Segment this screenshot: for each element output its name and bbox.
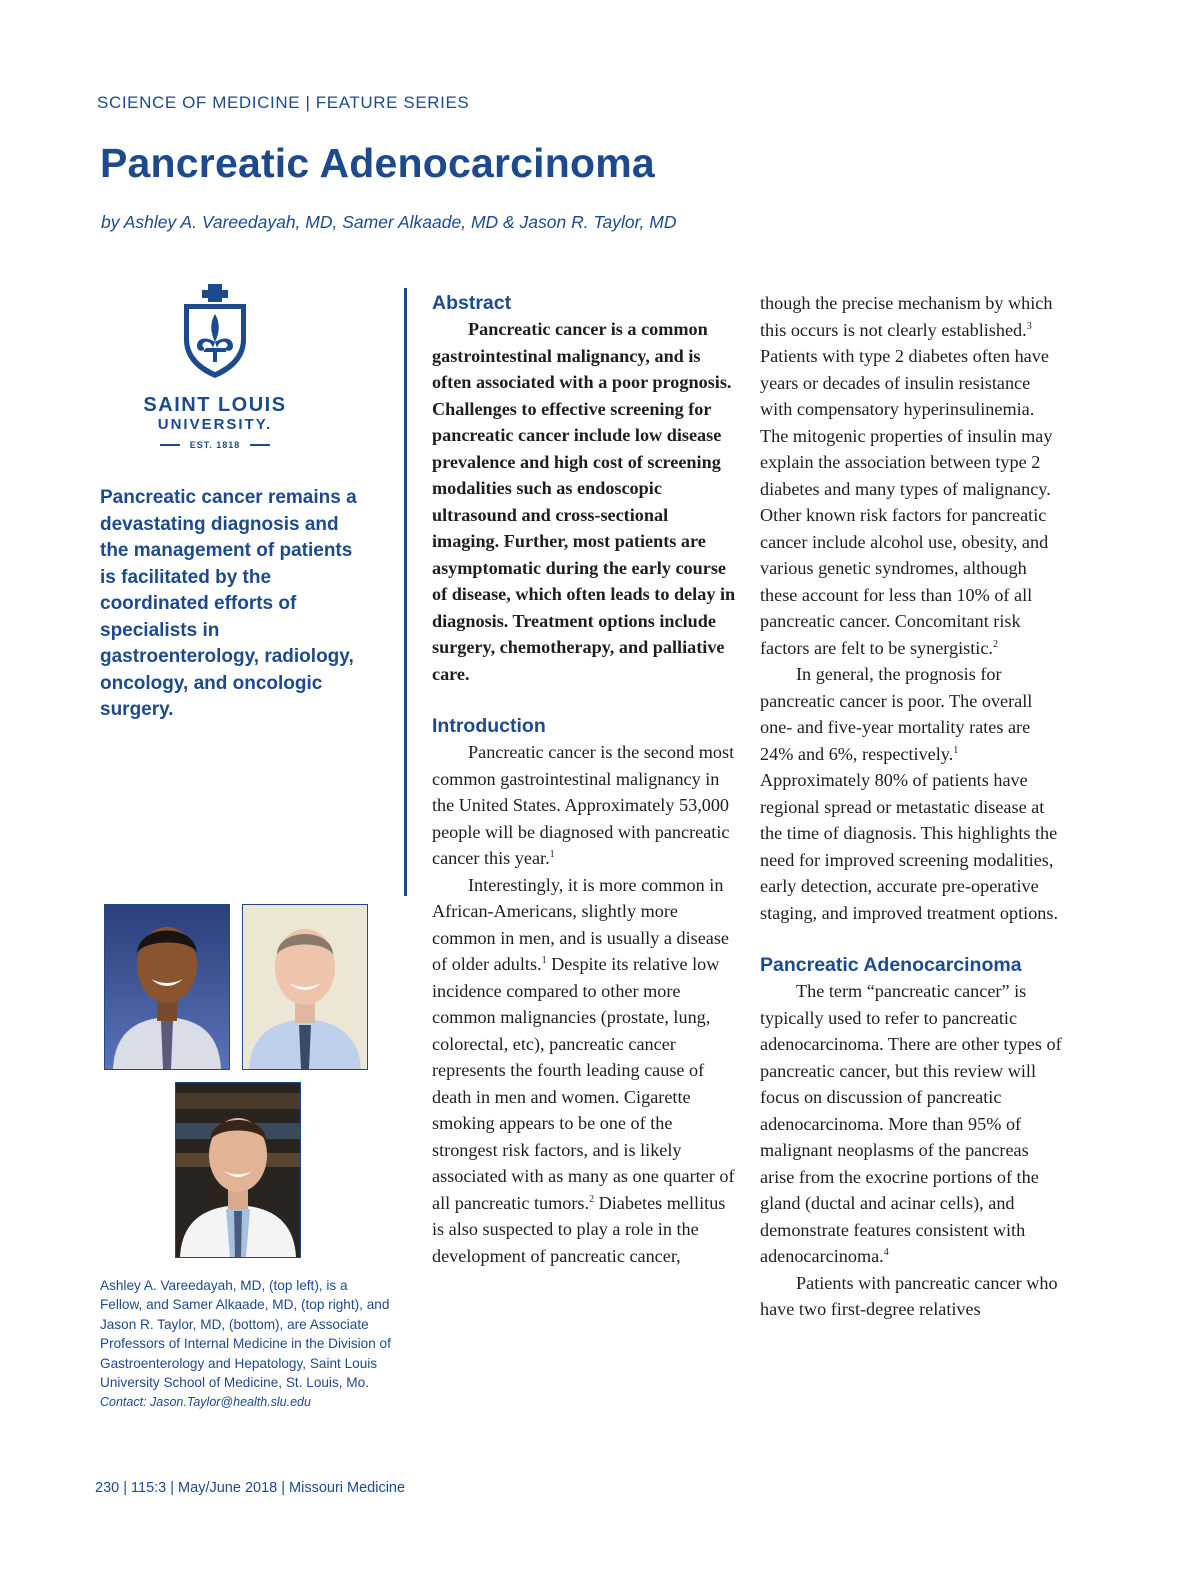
column-rule (404, 288, 407, 896)
article-title: Pancreatic Adenocarcinoma (100, 140, 655, 186)
logo-university: UNIVERSITY. (157, 416, 273, 433)
intro-p2-text-a: Interestingly, it is more common in African-Americans, slightly more common in men, and is usually a disease of older adults. (432, 874, 730, 974)
intro-paragraph-2 (432, 872, 737, 1270)
p3-text: The term “pancreatic cancer” is typically used to refer to pancreatic adenocarcinoma. There are other types of pancreatic cancer, but this review will focus on discussion of pancreatic adenocarcinoma. More than 95% of malignant neoplasms of the pancreas arise from the exocrine portions of the gland (ductal and acinar cells), and demonstrate features consistent with adenocarcinoma. (760, 981, 1062, 1266)
introduction-heading: Introduction (432, 715, 546, 737)
fleur-de-lis-shield-icon (180, 282, 250, 380)
author-caption (100, 1276, 392, 1413)
logo-name: SAINT LOUIS (143, 394, 287, 416)
p2-text-b: Approximately 80% of patients have regional spread or metastatic disease at the time of diagnosis. This highlights the need for improved screening modalities, early detection, accurate pre-operative staging, and improved treatment options. (760, 770, 1059, 923)
column-right (760, 290, 1065, 1323)
reference-mark: 3 (1026, 320, 1032, 332)
column-middle (432, 290, 737, 1269)
logo-est-text: EST. 1818 (189, 440, 241, 450)
reference-mark: 1 (953, 744, 959, 756)
body-paragraph-2 (760, 661, 1065, 926)
p1-text-b: Patients with type 2 diabetes often have years or decades of insulin resistance with compensatory hyperinsulinemia. The mitogenic properties of insulin may explain the association between type 2 diabetes and many types of malignancy. Other known risk factors for pancreatic cancer include alcohol use, obesity, and various genetic syndromes, although these account for less than 10% of all pancreatic cancer. Concomitant risk factors are felt to be synergistic. (760, 346, 1053, 658)
pull-quote: Pancreatic cancer remains a devastating diagnosis and the management of patients is facilitated by the coordinated efforts of specialists in gastroenterology, radiology, oncology, and oncologic surgery. (100, 487, 357, 720)
body-paragraph-3 (760, 978, 1065, 1270)
section-heading: Pancreatic Adenocarcinoma (760, 954, 1022, 976)
author-photo-taylor (175, 1082, 301, 1258)
intro-p1-text: Pancreatic cancer is the second most common gastrointestinal malignancy in the United States. Approximately 53,000 people will be diagnosed with pancreatic cancer this year. (432, 742, 735, 868)
university-logo (135, 282, 295, 462)
author-photo-vareedayah (104, 904, 230, 1070)
p2-text-a: In general, the prognosis for pancreatic cancer is poor. The overall one- and five-year mortality rates are 24% and 6%, respectively. (760, 664, 1033, 764)
p1-text-a: though the precise mechanism by which this occurs is not clearly established. (760, 293, 1053, 340)
body-paragraph-1 (760, 290, 1065, 661)
reference-mark: 2 (589, 1193, 595, 1205)
intro-p2-text-b: Despite its relative low incidence compared to other more common malignancies (prostate, lung, colorectal, etc), pancreatic cancer represents the fourth leading cause of death in men and women. Cigarette smoking appears to be one of the strongest risk factors, and is likely associated with as many as one quarter of all pancreatic tumors. (432, 954, 735, 1213)
reference-mark: 2 (992, 638, 998, 650)
reference-mark: 1 (549, 849, 555, 860)
intro-p2-text-c: Diabetes mellitus is also suspected to play a role in the development of pancreatic cancer, (432, 1192, 726, 1266)
caption-contact: Contact: Jason.Taylor@health.slu.edu (100, 1395, 311, 1410)
author-photo-alkaade (242, 904, 368, 1070)
body-paragraph-4: Patients with pancreatic cancer who have two first-degree relatives (760, 1272, 1058, 1319)
abstract-heading: Abstract (432, 292, 512, 314)
series-label: SCIENCE OF MEDICINE | FEATURE SERIES (97, 93, 470, 112)
abstract-text: Pancreatic cancer is a common gastrointestinal malignancy, and is often associated with a poor prognosis. Challenges to effective screening for pancreatic cancer include low disease prevalence and high cost of screening modalities such as endoscopic ultrasound and cross-sectional imaging. Further, most patients are asymptomatic during the early course of disease, which often leads to delay in diagnosis. Treatment options include surgery, chemotherapy, and palliative care. (432, 319, 736, 684)
divider (160, 444, 180, 446)
reference-mark: 4 (883, 1247, 889, 1258)
byline: by Ashley A. Vareedayah, MD, Samer Alkaade, MD & Jason R. Taylor, MD (101, 212, 677, 232)
caption-text: Ashley A. Vareedayah, MD, (top left), is a Fellow, and Samer Alkaade, MD, (top right), and Jason R. Taylor, MD, (bottom), are Associate Professors of Internal Medicine in the Division of Gastroenterology and Hepatology, Saint Louis University School of Medicine, St. Louis, Mo. (100, 1278, 391, 1391)
divider (250, 444, 270, 446)
intro-paragraph-1 (432, 739, 737, 872)
page-footer: 230 | 115:3 | May/June 2018 | Missouri Medicine (95, 1480, 406, 1496)
reference-mark: 1 (541, 955, 547, 966)
logo-est (135, 440, 295, 450)
